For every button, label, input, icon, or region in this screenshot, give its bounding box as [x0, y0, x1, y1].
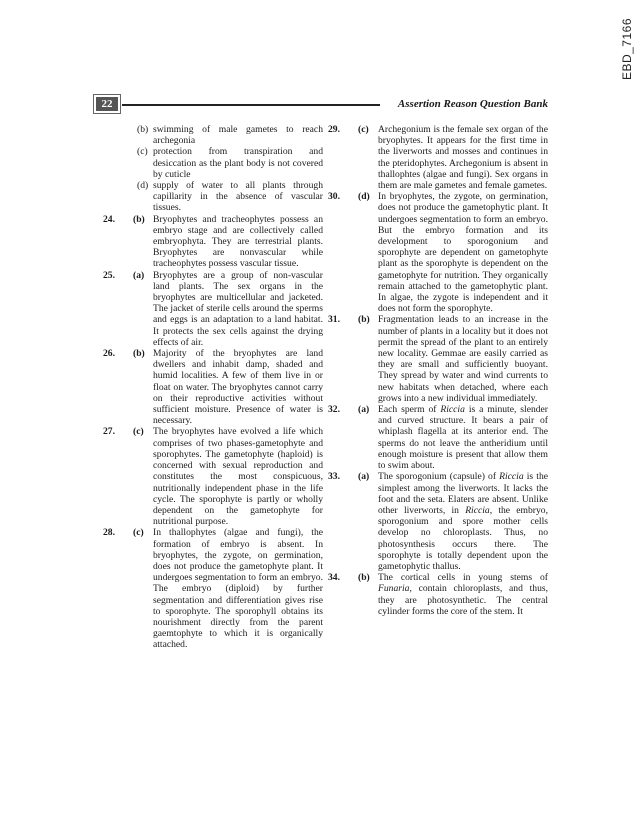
text-run: The cortical cells in young stems of — [378, 572, 548, 584]
answer-item — [328, 124, 548, 191]
question-number: 34. — [328, 572, 340, 584]
answer-text — [378, 471, 548, 572]
answer-text — [378, 404, 548, 471]
answer-text: Fragmentation leads to an increase in the number of plants in a locality but it does not permit the spread of the plant to an entirely new locality. Gemmae are easily carried as they are small and sufficiently buoyant. They spread by water and wind currents to new habitats when detached, where each grows into a new individual immediately. — [378, 314, 548, 404]
answer-item — [103, 426, 323, 527]
option-text: swimming of male gametes to reach archegonia — [153, 124, 323, 147]
question-number: 26. — [103, 348, 115, 360]
answer-item — [103, 270, 323, 348]
answer-item — [328, 404, 548, 471]
answer-item — [103, 214, 323, 270]
question-number: 24. — [103, 213, 115, 225]
question-number: 28. — [103, 527, 115, 539]
answer-key: (b) — [358, 314, 370, 326]
genus-name: Funaria, — [378, 583, 412, 595]
question-number: 32. — [328, 404, 340, 416]
header-rule — [122, 104, 380, 106]
answer-item — [103, 527, 323, 650]
text-run: , the embryo, sporogonium and spore mother cells develop no chloroplasts. Thus, no photosynthesis occurs there. The sporophyte is totally dependent upon the gametophytic thallus. — [378, 504, 548, 572]
page-number: 22 — [96, 97, 118, 111]
answer-key: (b) — [133, 348, 145, 360]
text-run: Each sperm of — [378, 404, 441, 416]
left-column — [103, 124, 323, 651]
answer-key: (c) — [358, 124, 369, 135]
page-header — [96, 97, 548, 111]
text-run: The sporogonium (capsule) of — [378, 471, 500, 483]
answer-text: The bryophytes have evolved a life which comprises of two phases-gametophyte and sporophytes. The gametophyte (haploid) is concerned with sexual reproduction and constitutes the most conspicuous, nutritionally independent phase in the life cycle. The sporophyte is partly or wholly dependent on the gametophyte for nutritional purpose. — [153, 426, 323, 528]
text-run: is the simplest among the liverworts. It lacks the foot and the seta. Elaters are absent. Unlike other liverworts, in — [378, 471, 548, 516]
answer-item — [103, 348, 323, 426]
answer-key: (c) — [133, 426, 144, 438]
answer-key: (b) — [133, 213, 145, 225]
answer-item — [328, 314, 548, 404]
genus-name: Riccia — [440, 404, 465, 416]
option-text: protection from transpiration and desiccation as the plant body is not covered by cuticle — [153, 146, 323, 180]
right-column — [328, 124, 548, 617]
answer-key: (a) — [358, 471, 370, 483]
option-item — [103, 180, 323, 214]
question-number: 33. — [328, 471, 340, 483]
question-number: 31. — [328, 314, 340, 326]
option-label: (d) — [137, 180, 149, 192]
text-run: is a minute, slender and curved structure. It bears a pair of whiplash flagella at its anterior end. The sperms do not leave the antheridium until enough moisture is present that allow them to swim about. — [378, 404, 549, 472]
answer-text: Bryophytes and tracheophytes possess an embryo stage and are collectively called embryophyta. They are terrestrial plants. Bryophytes are nonvascular while tracheophytes possess vascular tissue. — [153, 213, 323, 270]
answer-text: In bryophytes, the zygote, on germination, does not produce the gametophytic plant. It undergoes segmentation to form an embryo. But the embryo formation and its development to sporogonium and sporophyte are dependent on gametophyte plant as the sporophyte is dependent on the gametophyte for nutrition. They organically remain attached to the gametophytic plant. In algae, the zygote is independent and it does not form the sporophyte. — [378, 191, 548, 315]
answer-text: Majority of the bryophytes are land dwellers and inhabit damp, shaded and humid localities. A few of them live in or float on water. The bryophytes cannot carry on their reproductive activities without sufficient moisture. Presence of water is necessary. — [153, 348, 323, 427]
option-label: (b) — [137, 124, 149, 135]
book-code: EBD_7166 — [620, 18, 634, 81]
option-label: (c) — [137, 146, 148, 158]
option-item — [103, 146, 323, 180]
answer-text: Archegonium is the female sex organ of the bryophytes. It appears for the first time in the liverworts and mosses and continues in the pteridophytes. Archegonium is absent in thallophtes (algae and fungi). Sex organs in them are male gametes and female gametes. — [378, 124, 548, 192]
answer-key: (b) — [358, 572, 370, 584]
answer-key: (c) — [133, 527, 144, 539]
answer-text — [378, 572, 548, 617]
genus-name: Riccia — [499, 471, 524, 483]
answer-item — [328, 191, 548, 314]
running-title: Assertion Reason Question Bank — [397, 98, 548, 110]
answer-item — [328, 471, 548, 572]
answer-item — [328, 572, 548, 617]
question-number: 27. — [103, 426, 115, 438]
question-number: 25. — [103, 269, 115, 281]
option-text: supply of water to all plants through capillarity in the absence of vascular tissues. — [153, 180, 323, 214]
text-run: contain chloroplasts, and thus, they are photosynthetic. The central cylinder forms the core of the stem. It — [378, 583, 548, 617]
answer-text: In thallophytes (algae and fungi), the formation of embryo is absent. In bryophytes, the zygote, on germination, does not produce the gametophyte plant. It undergoes segmentation to form an embryo. The embryo (diploid) by further segmentation and differentiation gives rise to sporophyte. The sporophyll obtains its nourishment directly from the parent gaemtophyte to which it is organically attached. — [153, 527, 323, 651]
answer-text: Bryophytes are a group of non-vascular land plants. The sex organs in the bryophytes are multicellular and jacketed. The jacket of sterile cells around the sperms and eggs is an adaptation to a land habitat. It protects the sex cells against the drying effects of air. — [153, 269, 323, 348]
question-number: 30. — [328, 191, 340, 203]
answer-key: (d) — [358, 191, 370, 203]
option-item — [103, 124, 323, 146]
answer-key: (a) — [133, 269, 145, 281]
genus-name: Riccia — [465, 504, 490, 516]
question-number: 29. — [328, 124, 340, 135]
answer-key: (a) — [358, 404, 370, 416]
